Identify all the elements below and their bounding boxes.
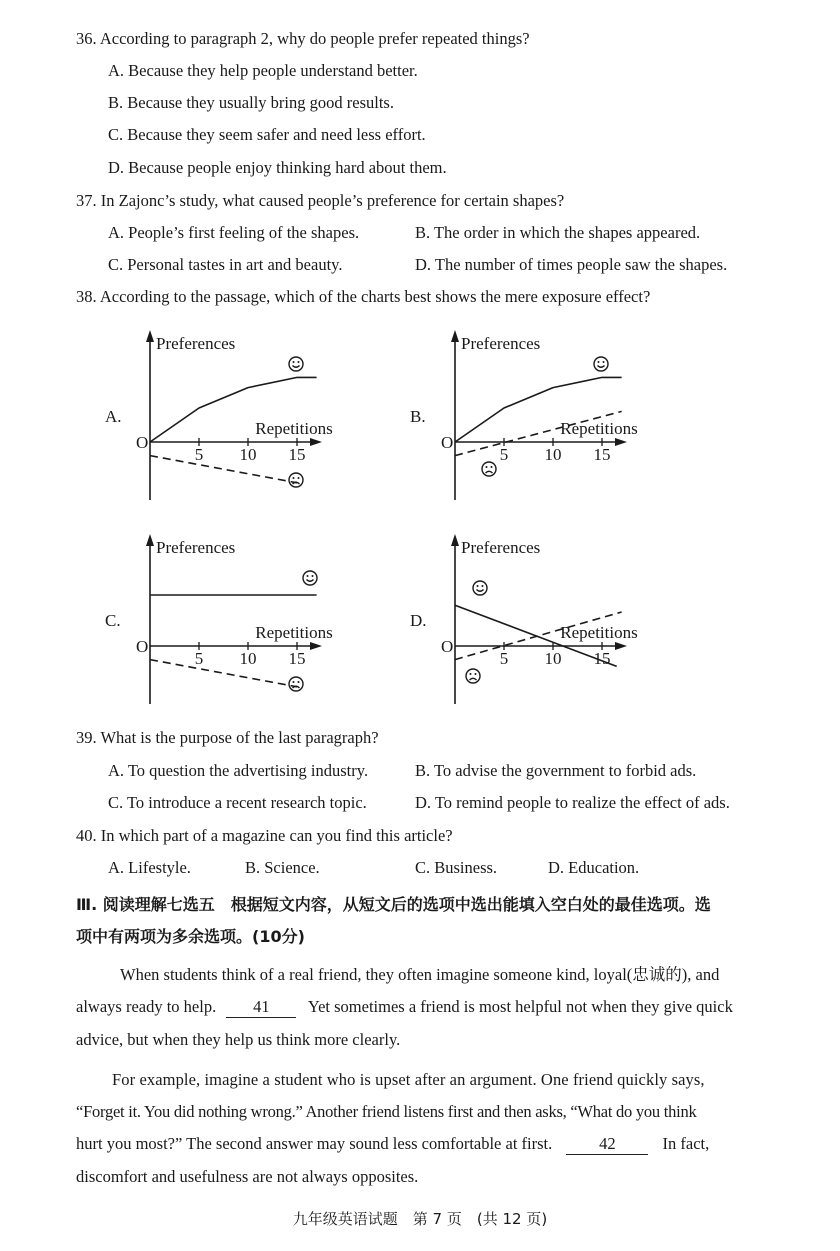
question-38-stem: 38. According to the passage, which of the charts best shows the mere exposure effect?	[76, 287, 651, 306]
frown-icon-mouth	[486, 471, 493, 473]
question-39-option-d: D. To remind people to realize the effect of ads.	[415, 793, 730, 812]
y-axis-arrow	[451, 330, 459, 342]
frown-icon-right-eye	[475, 673, 477, 675]
y-axis-arrow	[451, 534, 459, 546]
y-axis-label: Preferences	[156, 538, 236, 557]
smile-icon-mouth	[477, 590, 484, 592]
smile-icon	[594, 357, 608, 371]
x-tick-label: 5	[499, 445, 509, 464]
smile-icon-outline	[303, 571, 317, 585]
passage-p2-line3	[76, 1133, 709, 1155]
x-tick-label: 10	[544, 445, 562, 464]
page-footer: 九年级英语试题 第 7 页 (共 12 页)	[292, 1210, 548, 1228]
smile-icon-left-eye	[477, 585, 479, 587]
passage-p1-line2-b: Yet sometimes a friend is most helpful not when they give quick	[307, 997, 733, 1016]
frown-icon-mouth	[470, 678, 477, 680]
smile-icon-left-eye	[293, 361, 295, 363]
frown-icon-outline	[466, 669, 480, 683]
question-40-option-b: B. Science.	[245, 858, 320, 877]
smile-icon-left-eye	[598, 361, 600, 363]
x-tick-label: 5	[499, 649, 509, 668]
frown-icon-outline	[289, 677, 303, 691]
smile-icon-right-eye	[312, 575, 314, 577]
series-line-frown	[150, 660, 297, 687]
x-axis-label: Repetitions	[255, 419, 333, 438]
question-36-option-b: B. Because they usually bring good results.	[108, 93, 394, 112]
x-tick-label: 15	[288, 445, 306, 464]
passage-p1-line3: advice, but when they help us think more clearly.	[76, 1030, 401, 1049]
frown-icon-right-eye	[491, 466, 493, 468]
chart-option-letter: B.	[410, 407, 426, 426]
passage-p2-line3-b: In fact,	[662, 1134, 710, 1153]
question-37-stem: 37. In Zajonc’s study, what caused people’s preference for certain shapes?	[76, 191, 565, 210]
frown-icon	[289, 677, 303, 691]
smile-icon-mouth	[307, 580, 314, 582]
origin-label: O	[441, 637, 454, 656]
question-37-option-d: D. The number of times people saw the shapes.	[415, 255, 728, 274]
smile-icon	[289, 357, 303, 371]
question-40-option-c: C. Business.	[415, 858, 498, 877]
x-tick-label: 15	[288, 649, 306, 668]
x-tick-label: 10	[544, 649, 562, 668]
y-axis-label: Preferences	[461, 334, 541, 353]
frown-icon	[289, 473, 303, 487]
chart-option-b	[405, 322, 645, 507]
chart-option-letter: A.	[105, 407, 122, 426]
x-tick-label: 15	[593, 649, 611, 668]
x-axis-arrow	[615, 438, 627, 446]
frown-icon-left-eye	[293, 477, 295, 479]
question-37-option-a: A. People’s first feeling of the shapes.	[108, 223, 360, 242]
passage-p2-line3-a: hurt you most?” The second answer may sound less comfortable at first.	[76, 1134, 553, 1153]
question-39-option-c: C. To introduce a recent research topic.	[108, 793, 367, 812]
frown-icon-left-eye	[293, 681, 295, 683]
question-39-stem: 39. What is the purpose of the last paragraph?	[76, 728, 379, 747]
frown-icon-right-eye	[298, 477, 300, 479]
origin-label: O	[441, 433, 454, 452]
frown-icon-right-eye	[298, 681, 300, 683]
smile-icon-left-eye	[307, 575, 309, 577]
x-tick-label: 5	[194, 445, 204, 464]
x-tick-label: 5	[194, 649, 204, 668]
question-39-option-a: A. To question the advertising industry.	[108, 761, 369, 780]
series-line-frown	[150, 456, 297, 483]
smile-icon-right-eye	[603, 361, 605, 363]
x-axis-arrow	[310, 438, 322, 446]
x-axis-arrow	[615, 642, 627, 650]
frown-icon	[482, 462, 496, 476]
chart-option-c	[100, 526, 340, 711]
origin-label: O	[136, 433, 149, 452]
blank-42[interactable]: 42	[566, 1134, 648, 1155]
chart-option-letter: D.	[410, 611, 427, 630]
x-axis-label: Repetitions	[255, 623, 333, 642]
x-axis-label: Repetitions	[560, 419, 638, 438]
smile-icon	[303, 571, 317, 585]
smile-icon-outline	[473, 581, 487, 595]
origin-label: O	[136, 637, 149, 656]
chart-option-letter: C.	[105, 611, 121, 630]
frown-icon	[466, 669, 480, 683]
x-tick-label: 10	[239, 649, 257, 668]
y-axis-arrow	[146, 534, 154, 546]
question-40-option-a: A. Lifestyle.	[108, 858, 191, 877]
question-36-option-d: D. Because people enjoy thinking hard about them.	[108, 158, 447, 177]
frown-icon-outline	[289, 473, 303, 487]
frown-icon-left-eye	[470, 673, 472, 675]
smile-icon-mouth	[598, 366, 605, 368]
passage-p2-line4: discomfort and usefulness are not always opposites.	[76, 1167, 419, 1186]
question-40-option-d: D. Education.	[548, 858, 640, 877]
section-heading-line2: 项中有两项为多余选项。(10分)	[76, 927, 305, 946]
y-axis-label: Preferences	[156, 334, 236, 353]
smile-icon	[473, 581, 487, 595]
passage-p2-line1: For example, imagine a student who is upset after an argument. One friend quickly says,	[112, 1070, 705, 1089]
question-37-option-b: B. The order in which the shapes appeared.	[415, 223, 701, 242]
question-37-option-c: C. Personal tastes in art and beauty.	[108, 255, 343, 274]
y-axis-arrow	[146, 330, 154, 342]
passage-p1-line2	[76, 996, 733, 1018]
question-39-option-b: B. To advise the government to forbid ads.	[415, 761, 697, 780]
frown-icon-outline	[482, 462, 496, 476]
chart-option-a	[100, 322, 340, 507]
frown-icon-left-eye	[486, 466, 488, 468]
passage-p2-line2: “Forget it. You did nothing wrong.” Another friend listens first and then asks, “What do you think	[76, 1102, 697, 1121]
x-tick-label: 15	[593, 445, 611, 464]
question-40-stem: 40. In which part of a magazine can you find this article?	[76, 826, 453, 845]
question-36-option-a: A. Because they help people understand better.	[108, 61, 418, 80]
smile-icon-right-eye	[298, 361, 300, 363]
question-36-option-c: C. Because they seem safer and need less effort.	[108, 125, 426, 144]
passage-p1-line2-a: always ready to help.	[76, 997, 217, 1016]
question-36-stem: 36. According to paragraph 2, why do people prefer repeated things?	[76, 29, 530, 48]
passage-p1-line1: When students think of a real friend, they often imagine someone kind, loyal(忠诚的), and	[120, 965, 720, 984]
smile-icon-right-eye	[482, 585, 484, 587]
x-tick-label: 10	[239, 445, 257, 464]
x-axis-arrow	[310, 642, 322, 650]
chart-option-d	[405, 526, 645, 711]
section-heading-line1: Ⅲ. 阅读理解七选五 根据短文内容，从短文后的选项中选出能填入空白处的最佳选项。选	[76, 895, 711, 914]
x-axis-label: Repetitions	[560, 623, 638, 642]
smile-icon-outline	[289, 357, 303, 371]
smile-icon-outline	[594, 357, 608, 371]
smile-icon-mouth	[293, 366, 300, 368]
y-axis-label: Preferences	[461, 538, 541, 557]
blank-41[interactable]: 41	[226, 997, 296, 1018]
